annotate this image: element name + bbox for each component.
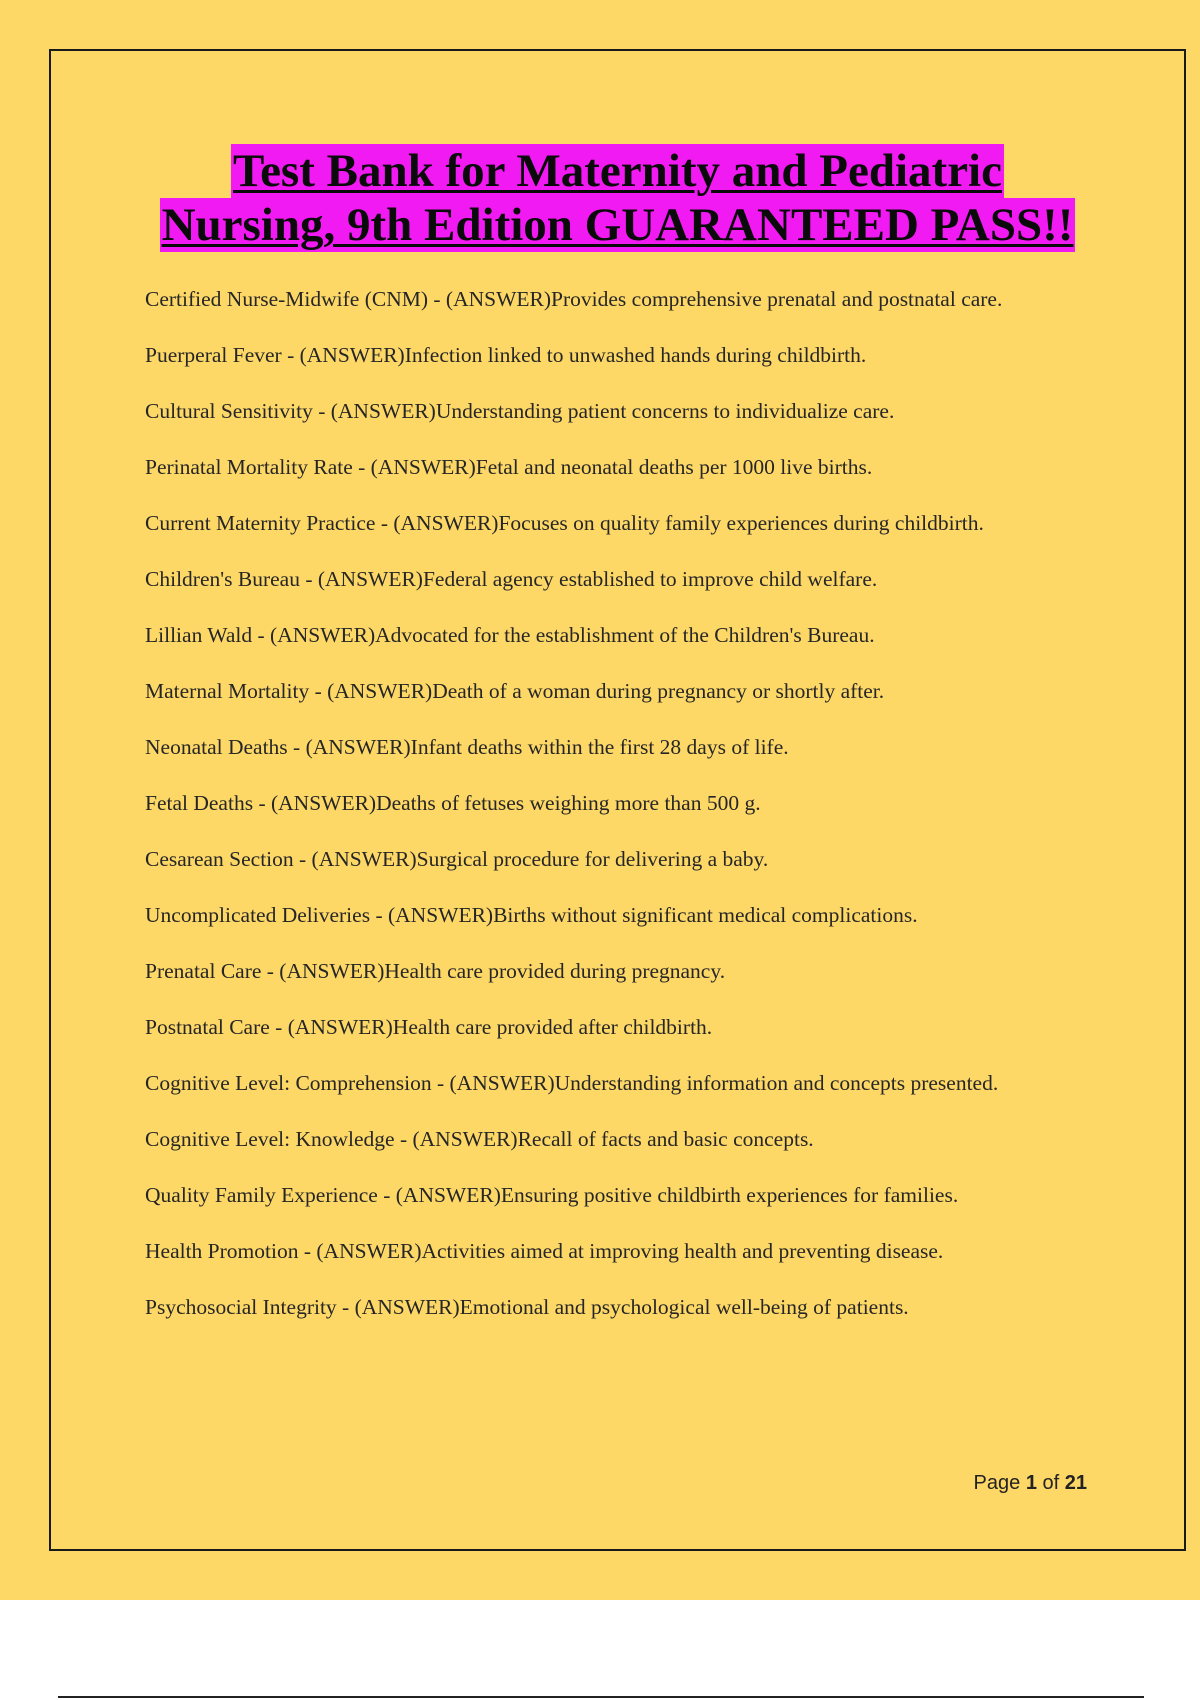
- list-item: Lillian Wald - (ANSWER)Advocated for the establishment of the Children's Bureau.: [145, 623, 875, 647]
- answer-list: [145, 285, 1080, 1349]
- title-line-2: Nursing, 9th Edition GUARANTEED PASS!!: [161, 199, 1074, 251]
- list-item: Health Promotion - (ANSWER)Activities aimed at improving health and preventing disease.: [145, 1239, 944, 1263]
- list-item: Fetal Deaths - (ANSWER)Deaths of fetuses weighing more than 500 g.: [145, 791, 761, 815]
- bottom-divider: [58, 1696, 1144, 1698]
- list-item: Children's Bureau - (ANSWER)Federal agency established to improve child welfare.: [145, 567, 878, 591]
- list-item: Uncomplicated Deliveries - (ANSWER)Births without significant medical complications.: [145, 903, 918, 927]
- list-item: Perinatal Mortality Rate - (ANSWER)Fetal and neonatal deaths per 1000 live births.: [145, 455, 873, 479]
- list-item: Cognitive Level: Comprehension - (ANSWER)Understanding information and concepts presented.: [145, 1071, 999, 1095]
- list-item: Maternal Mortality - (ANSWER)Death of a woman during pregnancy or shortly after.: [145, 679, 885, 703]
- list-item: Cesarean Section - (ANSWER)Surgical procedure for delivering a baby.: [145, 847, 769, 871]
- current-page: 1: [1025, 1472, 1037, 1494]
- list-item: Prenatal Care - (ANSWER)Health care provided during pregnancy.: [145, 959, 726, 983]
- page-label: Page: [973, 1472, 1021, 1494]
- total-pages: 21: [1064, 1472, 1087, 1494]
- document-title: [100, 144, 1135, 252]
- list-item: Cognitive Level: Knowledge - (ANSWER)Recall of facts and basic concepts.: [145, 1127, 814, 1151]
- list-item: Psychosocial Integrity - (ANSWER)Emotional and psychological well-being of patients.: [145, 1295, 909, 1319]
- list-item: Neonatal Deaths - (ANSWER)Infant deaths within the first 28 days of life.: [145, 735, 789, 759]
- of-label: of: [1042, 1472, 1060, 1494]
- list-item: Postnatal Care - (ANSWER)Health care provided after childbirth.: [145, 1015, 713, 1039]
- list-item: Quality Family Experience - (ANSWER)Ensuring positive childbirth experiences for families.: [145, 1183, 959, 1207]
- list-item: Certified Nurse-Midwife (CNM) - (ANSWER)Provides comprehensive prenatal and postnatal care.: [145, 287, 1003, 311]
- list-item: Cultural Sensitivity - (ANSWER)Understanding patient concerns to individualize care.: [145, 399, 895, 423]
- title-line-1: Test Bank for Maternity and Pediatric: [233, 145, 1002, 197]
- list-item: Puerperal Fever - (ANSWER)Infection linked to unwashed hands during childbirth.: [145, 343, 867, 367]
- list-item: Current Maternity Practice - (ANSWER)Focuses on quality family experiences during childbirth.: [145, 511, 984, 535]
- page-number: [974, 1472, 1087, 1495]
